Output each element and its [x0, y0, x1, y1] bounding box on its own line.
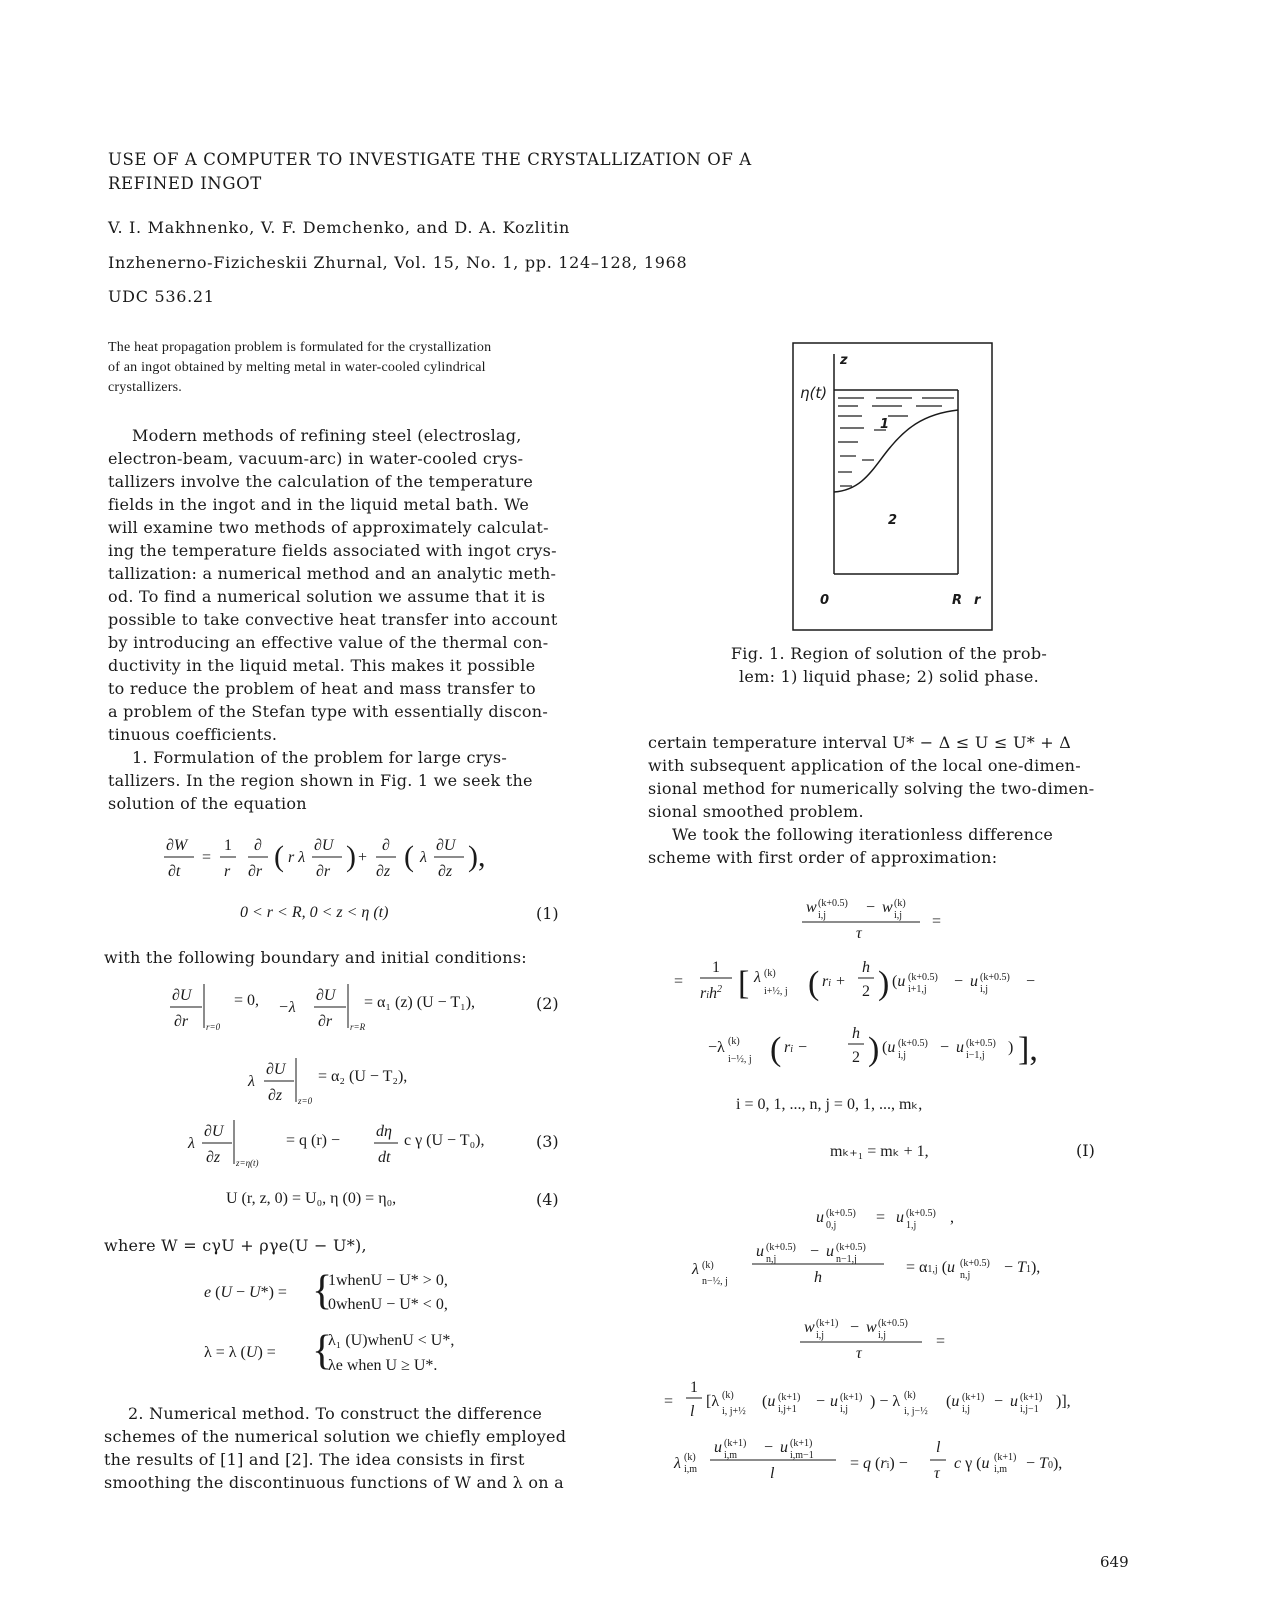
svg-text:(k): (k)	[702, 1260, 714, 1271]
svg-text:(k+0.5): (k+0.5)	[906, 1208, 936, 1219]
body-line: the results of [1] and [2]. The idea consists in first	[104, 1450, 525, 1469]
lambda-case-below: λ₁ (U)whenU < U*,	[328, 1332, 455, 1349]
svg-text:(u: (u	[946, 1393, 960, 1410]
svg-text:(k): (k)	[894, 898, 906, 909]
svg-text:u: u	[816, 1209, 824, 1226]
e-case-negative: 0whenU − U* < 0,	[328, 1296, 448, 1313]
svg-text:i,j: i,j	[840, 1404, 849, 1415]
svg-text:−λ: −λ	[708, 1039, 725, 1056]
svg-text:∂t: ∂t	[168, 863, 181, 880]
svg-text:i, j+½: i, j+½	[722, 1406, 746, 1417]
svg-text:(u: (u	[892, 973, 906, 990]
body-line: od. To find a numerical solution we assume that it is	[108, 587, 546, 606]
where-definition: where W = cγU + ργe(U − U*),	[104, 1236, 367, 1255]
body-line: will examine two methods of approximately calculat-	[108, 518, 549, 537]
svg-text:∂U: ∂U	[172, 987, 192, 1004]
svg-text:(k+1): (k+1)	[1020, 1392, 1043, 1403]
svg-text:(: (	[404, 840, 414, 873]
svg-text:i, j−½: i, j−½	[904, 1406, 928, 1417]
left-body-paragraphs	[108, 424, 608, 815]
caption-line: Fig. 1. Region of solution of the prob-	[730, 644, 1048, 663]
svg-text:(k+0.5): (k+0.5)	[960, 1258, 990, 1269]
figure-region-diagram	[792, 342, 994, 632]
svg-text:w: w	[806, 899, 817, 916]
svg-text:(k+0.5): (k+0.5)	[908, 972, 938, 983]
initial-condition: U (r, z, 0) = U₀, η (0) = η₀,	[226, 1190, 397, 1207]
equation-number: (3)	[536, 1132, 559, 1151]
svg-text:(u: (u	[762, 1393, 776, 1410]
svg-text:r λ: r λ	[288, 849, 306, 866]
liquid-phase-label: 1	[880, 417, 890, 432]
body-line: schemes of the numerical solution we chiefly employed	[104, 1427, 567, 1446]
svg-text:−: −	[850, 1319, 860, 1336]
svg-text:= q (ri) −: = q (ri) −	[850, 1455, 908, 1472]
svg-text:h: h	[814, 1269, 822, 1286]
abstract-line: of an ingot obtained by melting metal in water-cooled cylindrical	[108, 360, 486, 375]
body-line: solution of the equation	[108, 794, 307, 813]
svg-text:(k+1): (k+1)	[816, 1318, 839, 1329]
svg-text:−: −	[764, 1439, 774, 1456]
brace-icon: {	[312, 1328, 333, 1374]
svg-text:(k+0.5): (k+0.5)	[766, 1242, 796, 1253]
svg-text:(k+0.5): (k+0.5)	[818, 898, 848, 909]
equation-number: (I)	[1076, 1141, 1095, 1160]
svg-text:−λ: −λ	[278, 999, 296, 1016]
svg-text:= α1,j (u: = α1,j (u	[906, 1259, 956, 1276]
svg-text:(k+1): (k+1)	[994, 1452, 1017, 1463]
svg-text:(k): (k)	[684, 1452, 696, 1463]
svg-text:(k+1): (k+1)	[840, 1392, 863, 1403]
svg-text:i,j: i,j	[878, 1330, 887, 1341]
svg-text:i,j+1: i,j+1	[778, 1404, 797, 1415]
svg-text:∂: ∂	[254, 837, 262, 854]
svg-text:) − λ: ) − λ	[870, 1393, 901, 1410]
svg-text:i,m: i,m	[994, 1464, 1008, 1475]
body-line: a problem of the Stefan type with essentially discon-	[108, 702, 549, 721]
svg-text:(u: (u	[882, 1039, 896, 1056]
mk-recurrence: mₖ₊₁ = mₖ + 1,	[830, 1143, 929, 1160]
lambda-case-above: λe when U ≥ U*.	[328, 1357, 438, 1374]
difference-scheme-equations-part2	[660, 1310, 1140, 1610]
svg-text:): )	[868, 1031, 880, 1068]
svg-text:i+1,j: i+1,j	[908, 984, 927, 995]
svg-text:r=R: r=R	[350, 1022, 366, 1032]
abstract-line: The heat propagation problem is formulated for the crystallization	[108, 340, 492, 355]
svg-text:1: 1	[712, 959, 720, 976]
svg-text:(k+0.5): (k+0.5)	[826, 1208, 856, 1219]
body-line: certain temperature interval U* − Δ ≤ U ≤ U* + Δ	[648, 733, 1072, 752]
svg-text:∂z: ∂z	[438, 863, 453, 880]
svg-text:z=η(t): z=η(t)	[236, 1158, 259, 1168]
section-heading-line: 1. Formulation of the problem for large crys-	[132, 748, 508, 767]
body-line: electron-beam, vacuum-arc) in water-cooled crys-	[108, 449, 524, 468]
svg-text:∂U: ∂U	[316, 987, 336, 1004]
svg-text:): )	[346, 840, 356, 873]
svg-text:1: 1	[690, 1379, 698, 1396]
body-line: with subsequent application of the local one-dimen-	[648, 756, 1081, 775]
svg-text:z=0: z=0	[298, 1096, 313, 1106]
svg-text:−: −	[940, 1039, 950, 1056]
svg-text:n,j: n,j	[960, 1270, 971, 1281]
svg-text:∂U: ∂U	[204, 1123, 224, 1140]
journal-citation: Inzhenerno-Fizicheskii Zhurnal, Vol. 15, No. 1, pp. 124–128, 1968	[108, 253, 688, 272]
svg-text:i,j: i,j	[894, 910, 903, 921]
title-line-2: REFINED INGOT	[108, 174, 262, 193]
svg-text:τ: τ	[856, 1345, 862, 1362]
svg-text:(k): (k)	[728, 1036, 740, 1047]
svg-text:u: u	[896, 1209, 904, 1226]
svg-text:(k+0.5): (k+0.5)	[836, 1242, 866, 1253]
bc-z0-value: = α₂ (U − T₂),	[318, 1068, 408, 1085]
stefan-condition-rhs: = q (r) −	[286, 1132, 341, 1149]
stefan-condition-tail: c γ (U − T₀),	[404, 1132, 485, 1149]
numerical-method-section	[104, 1402, 614, 1494]
svg-text:1: 1	[224, 837, 232, 854]
svg-text:c γ (u: c γ (u	[954, 1455, 990, 1472]
svg-text:i,j: i,j	[962, 1404, 971, 1415]
svg-text:− T1),: − T1),	[1004, 1259, 1041, 1276]
bc-derivative-eta	[186, 1118, 282, 1174]
difference-scheme-equations	[670, 890, 1140, 1290]
right-body-paragraphs	[648, 731, 1148, 869]
origin-label: 0	[820, 593, 830, 608]
svg-text:i,j: i,j	[816, 1330, 825, 1341]
svg-text:): )	[1008, 1039, 1014, 1056]
title-line-1: USE OF A COMPUTER TO INVESTIGATE THE CRYSTALLIZATION OF A	[108, 150, 752, 169]
svg-text:2: 2	[862, 983, 870, 1000]
svg-text:1,j: 1,j	[906, 1220, 917, 1231]
svg-text:n−1,j: n−1,j	[836, 1254, 857, 1265]
svg-text:λ: λ	[188, 1135, 195, 1152]
svg-text:∂r: ∂r	[318, 1013, 333, 1030]
heat-equation	[160, 830, 520, 886]
section-heading-line: 2. Numerical method. To construct the difference	[128, 1404, 543, 1423]
svg-text:λ: λ	[248, 1073, 255, 1090]
bc-r0-value: = 0,	[234, 992, 260, 1009]
svg-text:∂r: ∂r	[316, 863, 331, 880]
e-case-positive: 1whenU − U* > 0,	[328, 1272, 448, 1289]
body-line: ing the temperature fields associated with ingot crys-	[108, 541, 557, 560]
abstract	[108, 338, 578, 398]
body-line: Modern methods of refining steel (electroslag,	[132, 426, 522, 445]
brace-icon: {	[312, 1268, 333, 1314]
bc-derivative-rR	[276, 980, 376, 1036]
svg-text:(k+1): (k+1)	[724, 1438, 747, 1449]
svg-text:τ: τ	[856, 925, 862, 942]
bc-derivative-z0	[246, 1054, 326, 1110]
svg-text:∂: ∂	[382, 837, 390, 854]
svg-text:∂z: ∂z	[206, 1149, 221, 1166]
svg-text:λ: λ	[674, 1455, 681, 1472]
svg-text:w: w	[804, 1319, 815, 1336]
svg-text:=: =	[932, 913, 942, 930]
svg-text:ri −: ri −	[784, 1039, 808, 1056]
svg-text:−: −	[810, 1243, 820, 1260]
svg-text:w: w	[866, 1319, 877, 1336]
svg-text:∂r: ∂r	[248, 863, 263, 880]
svg-text:=: =	[674, 973, 684, 990]
svg-text:−: −	[994, 1393, 1004, 1410]
udc-code: UDC 536.21	[108, 287, 215, 306]
svg-text:u: u	[756, 1243, 764, 1260]
body-line: sional smoothed problem.	[648, 802, 864, 821]
svg-text:i,m: i,m	[724, 1450, 738, 1461]
svg-text:−: −	[1026, 973, 1036, 990]
svg-text:(k): (k)	[764, 968, 776, 979]
svg-text:),: ),	[468, 840, 486, 873]
paper-title	[108, 148, 828, 196]
body-line: sional method for numerically solving the two-dimen-	[648, 779, 1095, 798]
svg-text:u: u	[826, 1243, 834, 1260]
svg-text:u: u	[780, 1439, 788, 1456]
body-line: tallizers involve the calculation of the temperature	[108, 472, 534, 491]
svg-text:): )	[878, 965, 890, 1002]
svg-text:2: 2	[852, 1049, 860, 1066]
body-line: tallizers. In the region shown in Fig. 1 we seek the	[108, 771, 533, 790]
svg-text:λ: λ	[692, 1261, 699, 1278]
svg-text:u: u	[970, 973, 978, 990]
svg-text:i,m: i,m	[684, 1464, 698, 1475]
body-line: tinuous coefficients.	[108, 725, 278, 744]
svg-text:(k+0.5): (k+0.5)	[966, 1038, 996, 1049]
svg-text:∂z: ∂z	[268, 1087, 283, 1104]
page-number: 649	[1100, 1553, 1129, 1571]
svg-text:(: (	[808, 965, 820, 1002]
figure-caption	[648, 642, 1130, 688]
domain-condition: 0 < r < R, 0 < z < η (t)	[240, 904, 389, 921]
svg-text:[λ: [λ	[706, 1393, 720, 1410]
svg-text:u: u	[956, 1039, 964, 1056]
radius-R-label: R	[952, 593, 963, 608]
svg-text:λ: λ	[754, 969, 761, 986]
svg-text:∂r: ∂r	[174, 1013, 189, 1030]
caption-line: lem: 1) liquid phase; 2) solid phase.	[738, 667, 1040, 686]
svg-text:l: l	[690, 1403, 695, 1420]
body-line: possible to take convective heat transfer into account	[108, 610, 558, 629]
svg-text:i+½, j: i+½, j	[764, 986, 788, 997]
svg-text:(k): (k)	[904, 1390, 916, 1401]
svg-text:n−½, j: n−½, j	[702, 1276, 728, 1287]
svg-text:∂U: ∂U	[436, 837, 456, 854]
svg-text:w: w	[882, 899, 893, 916]
svg-text:i,m−1: i,m−1	[790, 1450, 814, 1461]
svg-text:i,j: i,j	[818, 910, 827, 921]
svg-text:l: l	[770, 1465, 775, 1482]
equation-number: (1)	[536, 904, 559, 923]
svg-text:+: +	[358, 849, 368, 866]
svg-text:i,j: i,j	[980, 984, 989, 995]
body-line: to reduce the problem of heat and mass transfer to	[108, 679, 536, 698]
svg-text:dt: dt	[378, 1149, 391, 1166]
body-line: fields in the ingot and in the liquid metal bath. We	[108, 495, 530, 514]
svg-text:i−½, j: i−½, j	[728, 1054, 752, 1065]
svg-text:u: u	[714, 1439, 722, 1456]
svg-text:−: −	[816, 1393, 826, 1410]
svg-text:λ: λ	[420, 849, 427, 866]
axis-z-label: z	[840, 353, 848, 368]
e-function-label: e (U − U*) =	[204, 1284, 287, 1301]
svg-text:τ: τ	[934, 1465, 940, 1482]
svg-text:(k+1): (k+1)	[790, 1438, 813, 1449]
svg-text:=: =	[664, 1393, 674, 1410]
svg-text:0,j: 0,j	[826, 1220, 837, 1231]
svg-text:r=0: r=0	[206, 1022, 221, 1032]
svg-text:(k+1): (k+1)	[962, 1392, 985, 1403]
solid-phase-label: 2	[888, 513, 898, 528]
d-eta-dt-fraction	[370, 1118, 406, 1174]
equation-number: (2)	[536, 994, 559, 1013]
svg-text:(k+0.5): (k+0.5)	[878, 1318, 908, 1329]
body-line: smoothing the discontinuous functions of W and λ on a	[104, 1473, 564, 1492]
svg-text:h: h	[852, 1025, 860, 1042]
svg-text:(k): (k)	[722, 1390, 734, 1401]
body-line: ductivity in the liquid metal. This makes it possible	[108, 656, 536, 675]
svg-text:n,j: n,j	[766, 1254, 777, 1265]
svg-text:=: =	[876, 1209, 886, 1226]
svg-text:i,j: i,j	[898, 1050, 907, 1061]
svg-text:∂z: ∂z	[376, 863, 391, 880]
svg-text:l: l	[936, 1439, 941, 1456]
svg-text:−: −	[866, 899, 876, 916]
eta-label: η(t)	[800, 384, 828, 402]
svg-text:],: ],	[1018, 1031, 1038, 1068]
svg-text:(k+1): (k+1)	[778, 1392, 801, 1403]
svg-text:−: −	[954, 973, 964, 990]
svg-text:∂W: ∂W	[166, 837, 188, 854]
svg-text:,: ,	[950, 1209, 954, 1226]
svg-text:=: =	[936, 1333, 946, 1350]
equation-number: (4)	[536, 1190, 559, 1209]
bc-rR-value: = α₁ (z) (U − T₁),	[364, 994, 476, 1011]
svg-text:r: r	[224, 863, 231, 880]
svg-text:i−1,j: i−1,j	[966, 1050, 985, 1061]
svg-text:u: u	[830, 1393, 838, 1410]
svg-text:− T0),: − T0),	[1026, 1455, 1063, 1472]
svg-text:∂U: ∂U	[266, 1061, 286, 1078]
abstract-line: crystallizers.	[108, 380, 182, 395]
svg-text:h: h	[862, 959, 870, 976]
body-line: We took the following iterationless difference	[672, 825, 1054, 844]
svg-text:u: u	[1010, 1393, 1018, 1410]
axis-r-label: r	[974, 593, 981, 608]
boundary-intro: with the following boundary and initial conditions:	[104, 948, 527, 967]
svg-text:)],: )],	[1056, 1393, 1071, 1410]
index-range: i = 0, 1, ..., n, j = 0, 1, ..., mₖ,	[736, 1096, 923, 1113]
svg-text:(: (	[274, 840, 284, 873]
svg-text:i,j−1: i,j−1	[1020, 1404, 1039, 1415]
svg-text:[: [	[738, 965, 750, 1002]
body-line: by introducing an effective value of the thermal con-	[108, 633, 549, 652]
body-line: tallization: a numerical method and an analytic meth-	[108, 564, 557, 583]
svg-text:(k+0.5): (k+0.5)	[980, 972, 1010, 983]
svg-text:ri +: ri +	[822, 973, 846, 990]
authors: V. I. Makhnenko, V. F. Demchenko, and D. A. Kozlitin	[108, 218, 571, 237]
svg-text:rih2: rih$^2$	[700, 984, 723, 1002]
body-line: scheme with first order of approximation:	[648, 848, 998, 867]
svg-text:=: =	[202, 849, 212, 866]
svg-text:dη: dη	[376, 1123, 392, 1140]
svg-text:(: (	[770, 1031, 782, 1068]
lambda-function-label: λ = λ (U) =	[204, 1344, 276, 1361]
svg-text:∂U: ∂U	[314, 837, 334, 854]
svg-text:(k+0.5): (k+0.5)	[898, 1038, 928, 1049]
